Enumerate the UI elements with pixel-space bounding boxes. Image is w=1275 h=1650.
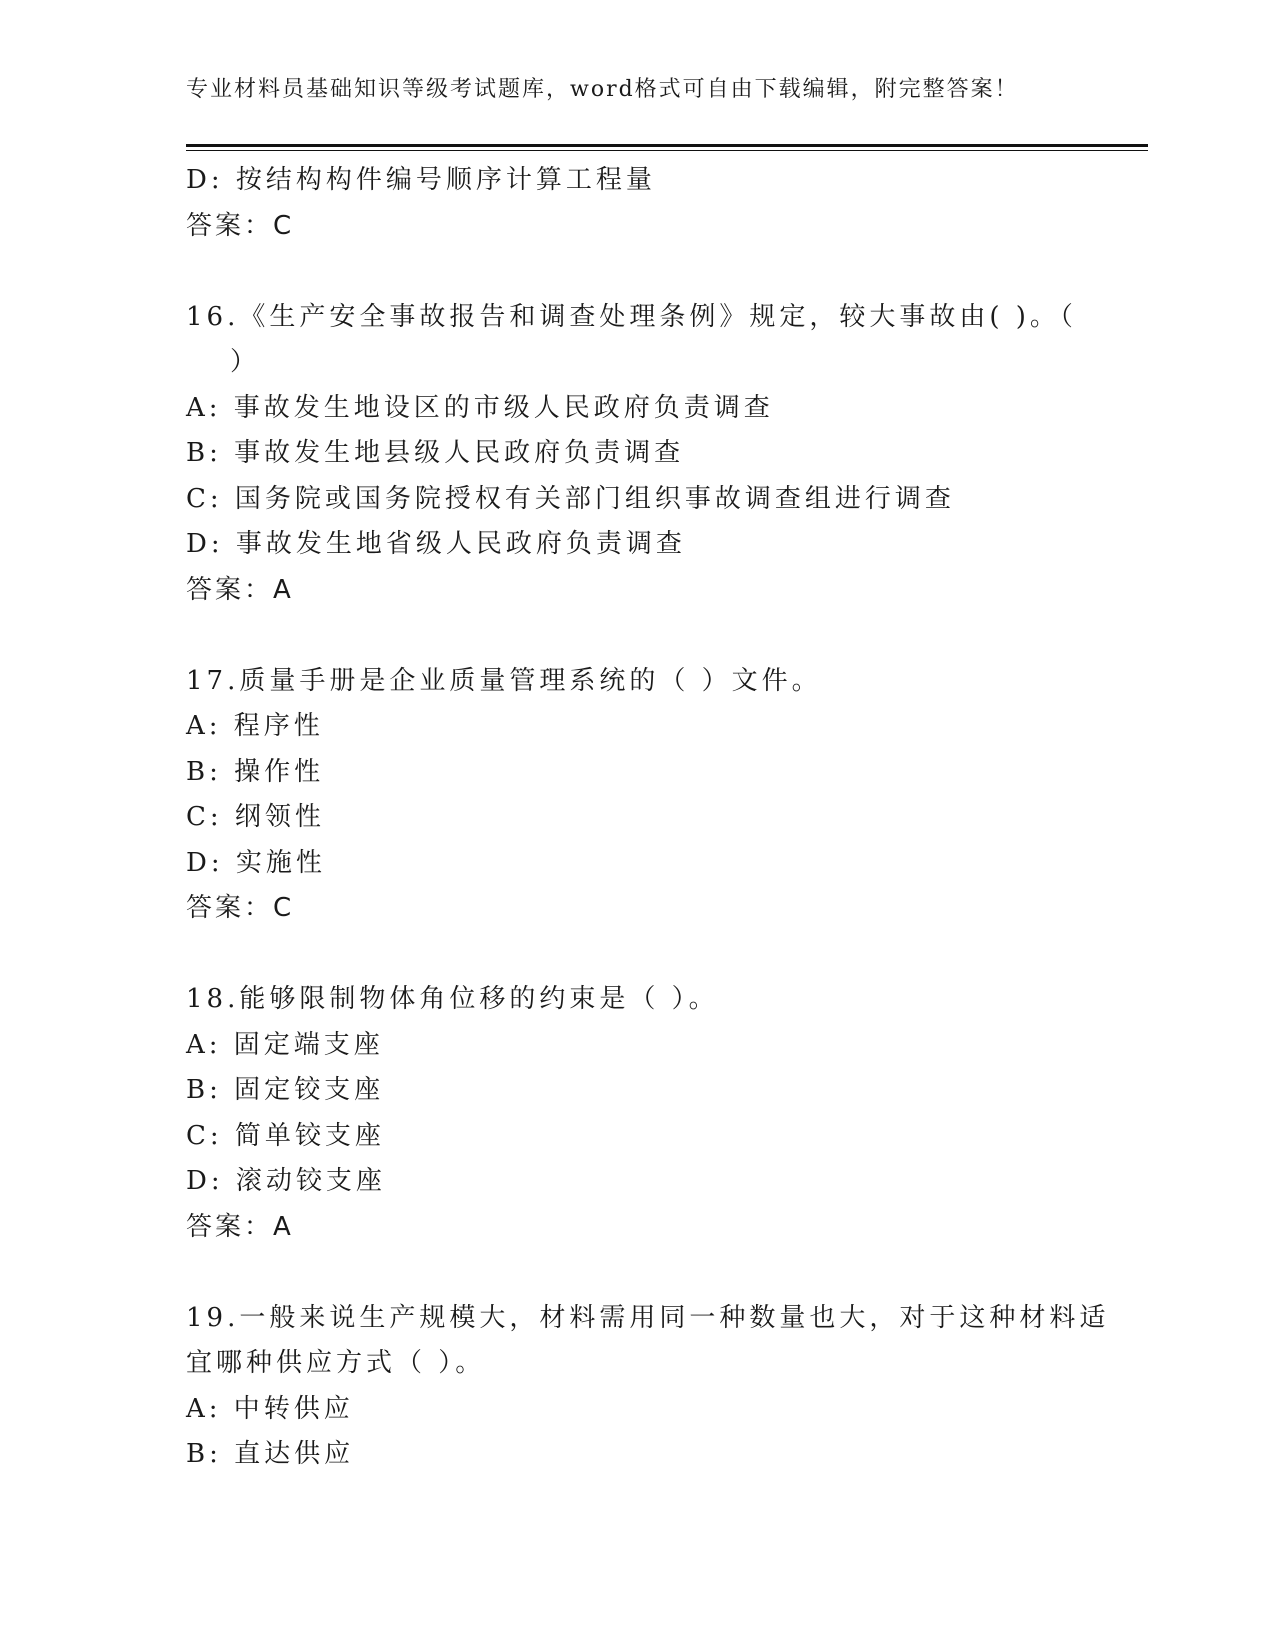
- option-c: C: 简单铰支座: [186, 1120, 385, 1151]
- question-stem: 17.质量手册是企业质量管理系统的（ ）文件。: [186, 665, 822, 696]
- option-d: D: 按结构构件编号顺序计算工程量: [186, 165, 656, 195]
- question-stem: 16.《生产安全事故报告和调查处理条例》规定，较大事故由( )。（: [186, 301, 1077, 332]
- option-a: A: 事故发生地设区的市级人民政府负责调查: [186, 392, 774, 423]
- option-d: D: 事故发生地省级人民政府负责调查: [186, 529, 686, 559]
- question-stem-continued: 宜哪种供应方式（ ）。: [186, 1348, 486, 1378]
- answer: 答案：C: [186, 893, 295, 923]
- header-rule: [186, 144, 1148, 147]
- question-15-tail: [186, 158, 1086, 249]
- question-stem: 18.能够限制物体角位移的约束是（ ）。: [186, 984, 719, 1014]
- option-a: A: 中转供应: [186, 1393, 354, 1424]
- option-a: A: 固定端支座: [186, 1029, 384, 1060]
- option-d: D: 实施性: [186, 847, 326, 878]
- option-b: B: 直达供应: [186, 1439, 355, 1469]
- question-17: [186, 659, 1086, 932]
- spacer: [186, 932, 1086, 978]
- answer: 答案：A: [186, 574, 294, 605]
- question-stem-continued: ）: [230, 347, 261, 377]
- question-18: [186, 977, 1086, 1250]
- question-19: [186, 1296, 1110, 1478]
- page-header: 专业材料员基础知识等级考试题库，word格式可自由下载编辑，附完整答案！: [186, 77, 1019, 102]
- option-c: C: 国务院或国务院授权有关部门组织事故调查组进行调查: [186, 483, 955, 514]
- option-b: B: 事故发生地县级人民政府负责调查: [186, 438, 685, 468]
- option-d: D: 滚动铰支座: [186, 1166, 386, 1196]
- document-body: [186, 158, 1110, 1478]
- spacer: [186, 249, 1086, 295]
- answer: 答案：A: [186, 1211, 294, 1242]
- option-b: B: 操作性: [186, 756, 325, 787]
- option-c: C: 纲领性: [186, 802, 325, 832]
- option-b: B: 固定铰支座: [186, 1075, 385, 1105]
- spacer: [186, 613, 1086, 659]
- answer: 答案：C: [186, 210, 295, 241]
- question-stem: 19.一般来说生产规模大，材料需用同一种数量也大，对于这种材料适: [186, 1302, 1110, 1333]
- option-a: A: 程序性: [186, 711, 324, 741]
- spacer: [186, 1250, 1086, 1296]
- question-16: [186, 295, 1086, 614]
